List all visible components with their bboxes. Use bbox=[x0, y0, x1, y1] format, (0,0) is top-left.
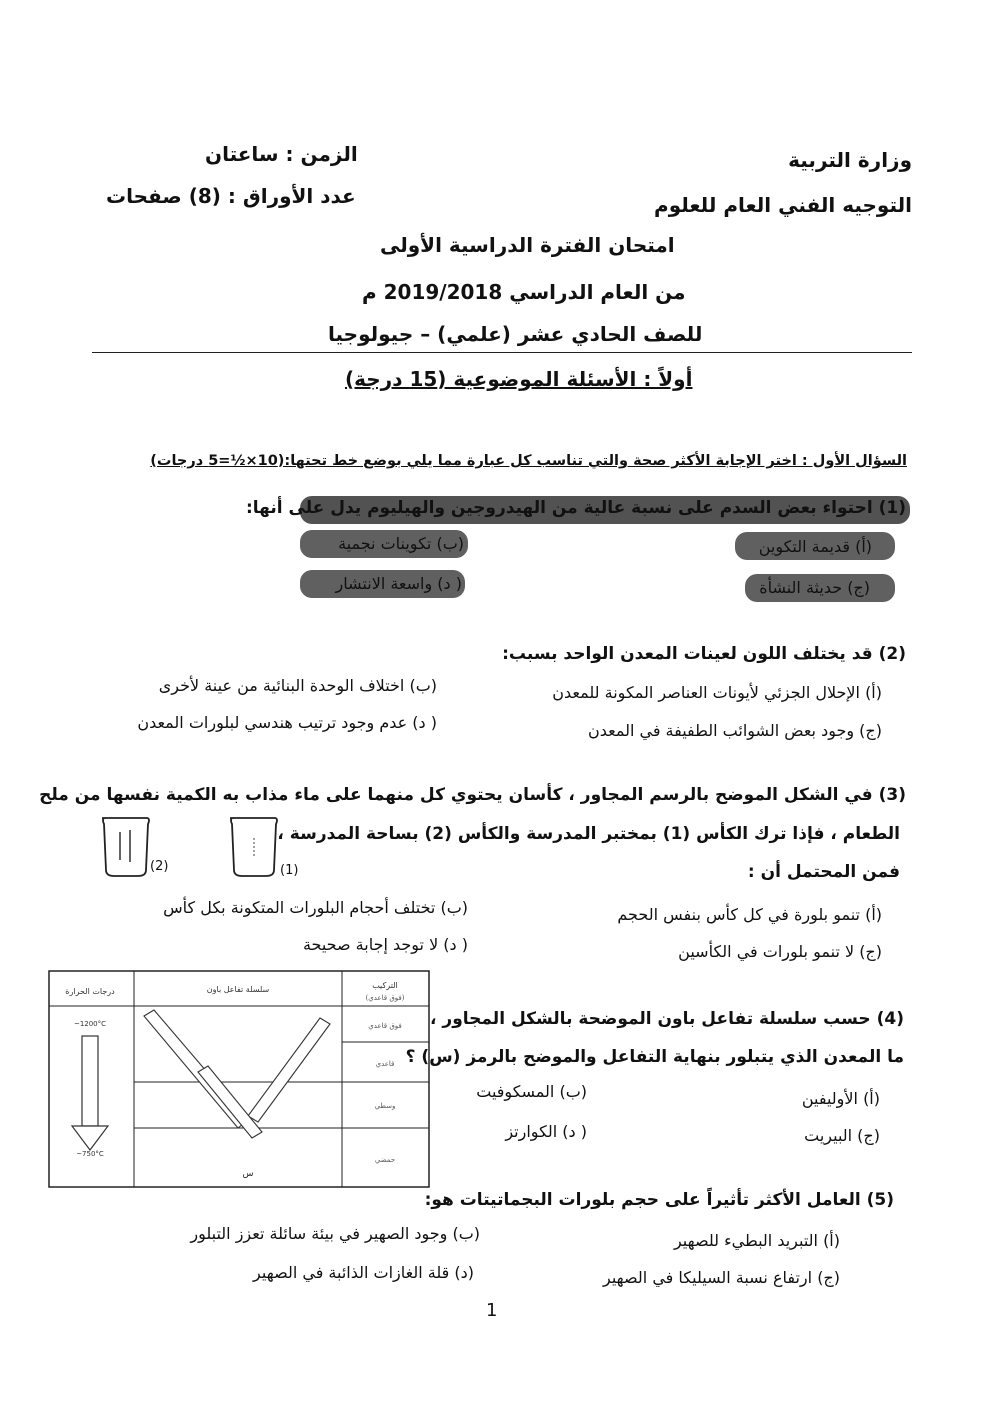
item5-option-d[interactable]: (د) قلة الغازات الذائبة في الصهير bbox=[253, 1263, 474, 1282]
figure-mineral-s: س bbox=[242, 1169, 254, 1179]
question1-prompt: السؤال الأول : اختر الإجابة الأكثر صحة والتي تناسب كل عبارة مما يلي بوضع خط تحتها:(10×½=5 درجات) bbox=[150, 453, 907, 469]
item4-option-b[interactable]: (ب) المسكوفيت bbox=[476, 1082, 587, 1101]
item2-option-b[interactable]: (ب) اختلاف الوحدة البنائية من عينة لأخرى bbox=[158, 676, 437, 695]
item3-option-b[interactable]: (ب) تختلف أحجام البلورات المتكونة بكل كأس bbox=[163, 898, 468, 917]
item4-stem-line2: ما المعدن الذي يتبلور بنهاية التفاعل والموضح بالرمز (س) ؟ bbox=[405, 1047, 904, 1067]
figure-col-series: سلسلة تفاعل باون bbox=[206, 985, 270, 994]
figure-temp-high: ~1200°C bbox=[73, 1020, 107, 1028]
figure-row-3: قاعدي bbox=[375, 1060, 395, 1068]
figure-row-4: وسطي bbox=[374, 1102, 396, 1110]
item2-option-a[interactable]: (أ) الإحلال الجزئي لأيونات العناصر المكونة للمعدن bbox=[552, 683, 882, 702]
item1-option-a[interactable]: (أ) قديمة التكوين bbox=[758, 537, 872, 556]
page-number: 1 bbox=[486, 1300, 498, 1321]
beaker-2-icon bbox=[102, 818, 149, 876]
exam-title: امتحان الفترة الدراسية الأولى bbox=[380, 233, 675, 257]
beaker-1-label: (1) bbox=[280, 863, 299, 878]
item3-stem-line2: الطعام ، فإذا ترك الكأس (1) بمختبر المدرسة والكأس (2) بساحة المدرسة ، bbox=[277, 824, 900, 844]
exam-grade: للصف الحادي عشر (علمي) – جيولوجيا bbox=[328, 322, 703, 346]
figure-row-5: حمضي bbox=[374, 1156, 396, 1164]
item1-stem: (1) احتواء بعض السدم على نسبة عالية من الهيدروجين والهيليوم يدل على أنها: bbox=[246, 498, 906, 518]
header-divider bbox=[92, 352, 912, 353]
beakers-figure bbox=[96, 812, 306, 882]
section-title: أولاً : الأسئلة الموضوعية (15 درجة) bbox=[345, 367, 693, 391]
exam-year: من العام الدراسي 2019/2018 م bbox=[362, 280, 686, 304]
item4-option-a[interactable]: (أ) الأوليفين bbox=[801, 1089, 880, 1108]
item3-stem-line1: (3) في الشكل الموضح بالرسم المجاور ، كأسان يحتوي كل منهما على ماء مذاب به الكمية نفسها من ملح bbox=[39, 785, 906, 805]
bowen-series-figure bbox=[48, 970, 430, 1188]
item1-option-b[interactable]: (ب) تكوينات نجمية bbox=[338, 534, 464, 553]
item5-option-a[interactable]: (أ) التبريد البطيء للصهير bbox=[673, 1231, 840, 1250]
item3-option-d[interactable]: ( د) لا توجد إجابة صحيحة bbox=[302, 935, 468, 954]
page-count: عدد الأوراق : (8) صفحات bbox=[106, 184, 356, 208]
beaker-1-icon bbox=[230, 818, 277, 876]
item3-stem-line3: فمن المحتمل أن : bbox=[747, 862, 900, 882]
item1-option-d[interactable]: ( د) واسعة الانتشار bbox=[335, 574, 462, 593]
ministry-name: وزارة التربية bbox=[788, 148, 912, 172]
item3-option-a[interactable]: (أ) تنمو بلورة في كل كأس بنفس الحجم bbox=[617, 905, 882, 924]
item2-option-c[interactable]: (ج) وجود بعض الشوائب الطفيفة في المعدن bbox=[587, 721, 882, 740]
item1-option-c[interactable]: (ج) حديثة النشأة bbox=[759, 578, 870, 597]
item4-option-d[interactable]: ( د) الكوارتز bbox=[505, 1122, 587, 1141]
figure-temp-low: ~750°C bbox=[76, 1150, 104, 1158]
item4-option-c[interactable]: (ج) البيريت bbox=[804, 1126, 880, 1145]
figure-row-1: (فوق قاعدي) bbox=[365, 994, 405, 1002]
figure-col-temperature: درجات الحرارة bbox=[65, 987, 115, 996]
department-name: التوجيه الفني العام للعلوم bbox=[654, 193, 912, 217]
figure-row-2: فوق قاعدي bbox=[368, 1022, 402, 1030]
beaker-2-label: (2) bbox=[150, 859, 169, 874]
exam-time: الزمن : ساعتان bbox=[205, 142, 358, 166]
item3-option-c[interactable]: (ج) لا تنمو بلورات في الكأسين bbox=[678, 942, 882, 961]
item5-option-c[interactable]: (ج) ارتفاع نسبة السيليكا في الصهير bbox=[603, 1268, 840, 1287]
item2-stem: (2) قد يختلف اللون لعينات المعدن الواحد بسبب: bbox=[502, 644, 906, 664]
item4-stem-line1: (4) حسب سلسلة تفاعل باون الموضحة بالشكل المجاور ، bbox=[430, 1009, 904, 1029]
figure-col-composition: التركيب bbox=[372, 981, 398, 990]
item5-option-b[interactable]: (ب) وجود الصهير في بيئة سائلة تعزز التبلور bbox=[190, 1224, 480, 1243]
item2-option-d[interactable]: ( د) عدم وجود ترتيب هندسي لبلورات المعدن bbox=[137, 713, 437, 732]
item5-stem: (5) العامل الأكثر تأثيراً على حجم بلورات البجماتيتات هو: bbox=[424, 1190, 894, 1210]
